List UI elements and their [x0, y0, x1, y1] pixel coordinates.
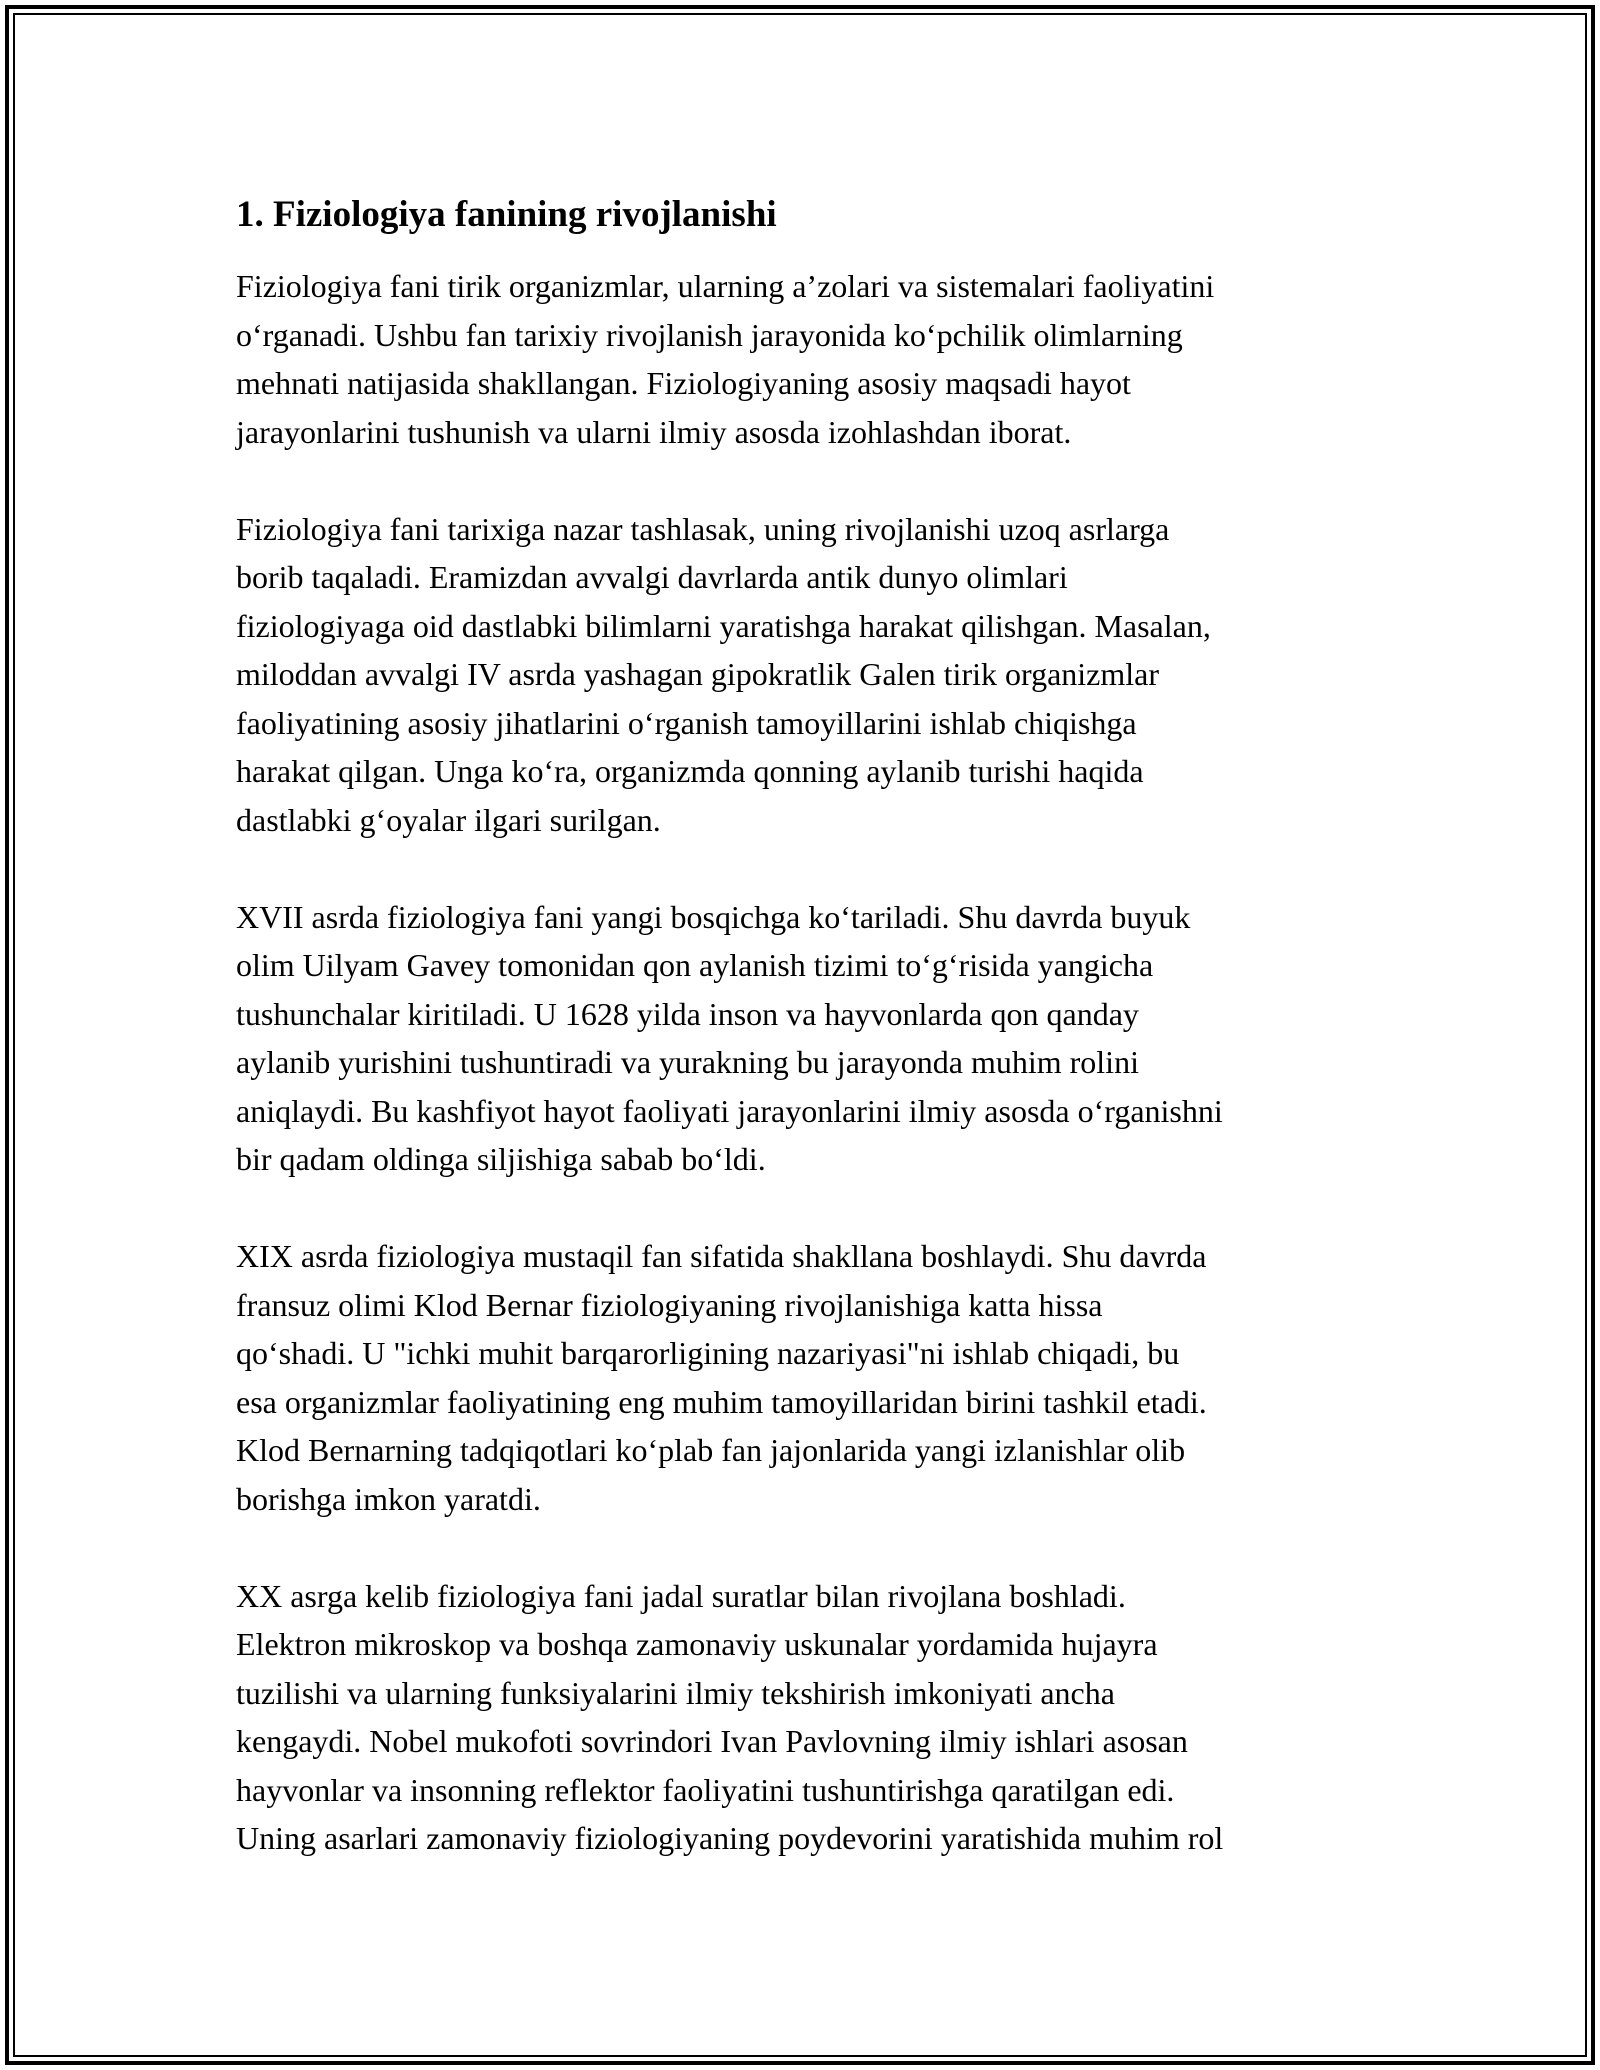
- text-line: harakat qilgan. Unga ko‘ra, organizmda qonning aylanib turishi haqida: [236, 753, 1144, 789]
- text-line: jarayonlarini tushunish va ularni ilmiy asosda izohlashdan iborat.: [236, 413, 1072, 450]
- paragraph-4: [236, 1232, 1386, 1523]
- paragraph-1: [236, 262, 1386, 456]
- text-line: qo‘shadi. U "ichki muhit barqarorligining nazariyasi"ni ishlab chiqadi, bu: [236, 1335, 1180, 1371]
- text-line: hayvonlar va insonning reflektor faoliyatini tushuntirishga qaratilgan edi.: [236, 1771, 1175, 1808]
- paragraph-3: [236, 893, 1386, 1184]
- text-line: fransuz olimi Klod Bernar fiziologiyaning rivojlanishiga katta hissa: [236, 1286, 1103, 1323]
- text-line: olim Uilyam Gavey tomonidan qon aylanish tizimi to‘g‘risida yangicha: [236, 947, 1154, 983]
- text-line: Klod Bernarning tadqiqotlari ko‘plab fan jajonlarida yangi izlanishlar olib: [236, 1432, 1186, 1468]
- text-line: kengaydi. Nobel mukofoti sovrindori Ivan Pavlovning ilmiy ishlari asosan: [236, 1723, 1188, 1759]
- text-line: aylanib yurishini tushuntiradi va yurakning bu jarayonda muhim rolini: [236, 1044, 1139, 1080]
- text-line: fiziologiyaga oid dastlabki bilimlarni yaratishga harakat qilishgan. Masalan,: [236, 607, 1211, 644]
- document-body: [236, 190, 1386, 1863]
- paragraph-2: [236, 505, 1386, 845]
- text-line: Fiziologiya fani tarixiga nazar tashlasak, uning rivojlanishi uzoq asrlarga: [236, 510, 1170, 547]
- text-line: aniqlaydi. Bu kashfiyot hayot faoliyati jarayonlarini ilmiy asosda o‘rganishni: [236, 1092, 1223, 1129]
- text-line: faoliyatining asosiy jihatlarini o‘rganish tamoyillarini ishlab chiqishga: [236, 704, 1137, 741]
- text-line: Elektron mikroskop va boshqa zamonaviy uskunalar yordamida hujayra: [236, 1626, 1158, 1662]
- text-line: o‘rganadi. Ushbu fan tarixiy rivojlanish jarayonida ko‘pchilik olimlarning: [236, 316, 1183, 353]
- text-line: dastlabki g‘oyalar ilgari surilgan.: [236, 801, 661, 838]
- text-line: XX asrga kelib fiziologiya fani jadal suratlar bilan rivojlana boshladi.: [236, 1577, 1126, 1614]
- text-line: XIX asrda fiziologiya mustaqil fan sifatida shakllana boshlaydi. Shu davrda: [236, 1238, 1207, 1274]
- text-line: mehnati natijasida shakllangan. Fiziologiyaning asosiy maqsadi hayot: [236, 365, 1131, 401]
- text-line: XVII asrda fiziologiya fani yangi bosqichga ko‘tariladi. Shu davrda buyuk: [236, 898, 1191, 935]
- text-line: tuzilishi va ularning funksiyalarini ilmiy tekshirish imkoniyati ancha: [236, 1674, 1115, 1711]
- section-heading: 1. Fiziologiya fanining rivojlanishi: [236, 194, 777, 235]
- text-line: miloddan avvalgi IV asrda yashagan gipokratlik Galen tirik organizmlar: [236, 656, 1159, 692]
- text-line: bir qadam oldinga siljishiga sabab bo‘ldi.: [236, 1141, 766, 1177]
- text-line: esa organizmlar faoliyatining eng muhim tamoyillaridan birini tashkil etadi.: [236, 1383, 1207, 1420]
- text-line: borib taqaladi. Eramizdan avvalgi davrlarda antik dunyo olimlari: [236, 559, 1068, 595]
- paragraph-5: [236, 1572, 1386, 1863]
- text-line: borishga imkon yaratdi.: [236, 1480, 541, 1517]
- text-line: tushunchalar kiritiladi. U 1628 yilda inson va hayvonlarda qon qanday: [236, 995, 1139, 1032]
- text-line: Uning asarlari zamonaviy fiziologiyaning poydevorini yaratishida muhim rol: [236, 1820, 1224, 1856]
- text-line: Fiziologiya fani tirik organizmlar, ularning a’zolari va sistemalari faoliyatini: [236, 268, 1215, 304]
